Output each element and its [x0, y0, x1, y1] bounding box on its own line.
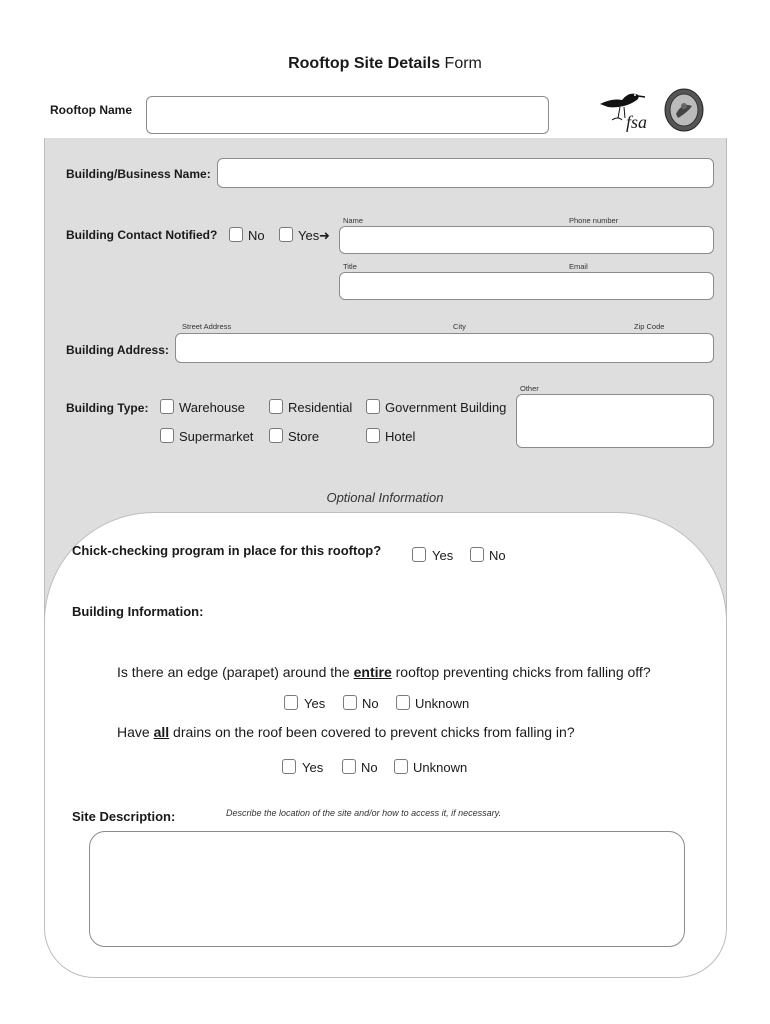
contact-no-label: No: [248, 228, 265, 243]
parapet-no-checkbox[interactable]: [343, 695, 357, 710]
parapet-no-label: No: [362, 696, 379, 711]
drains-question: Have all drains on the roof been covered to prevent chicks from falling in?: [117, 724, 575, 740]
rooftop-name-label: Rooftop Name: [50, 103, 132, 117]
type-residential-checkbox[interactable]: [269, 399, 283, 414]
drains-no-label: No: [361, 760, 378, 775]
type-warehouse-checkbox[interactable]: [160, 399, 174, 414]
contact-no-checkbox[interactable]: [229, 227, 243, 242]
title-caption: Title: [343, 262, 357, 271]
seal-logo: [664, 88, 704, 132]
type-store-checkbox[interactable]: [269, 428, 283, 443]
zip-caption: Zip Code: [634, 322, 665, 331]
type-supermarket-label: Supermarket: [179, 429, 254, 444]
type-warehouse-label: Warehouse: [179, 400, 245, 415]
type-government-label: Government Building: [385, 400, 507, 415]
site-description-textarea[interactable]: [89, 831, 685, 947]
contact-title-email-input[interactable]: [339, 272, 714, 300]
type-government-checkbox[interactable]: [366, 399, 380, 414]
fsa-logo-text: fsa: [626, 112, 648, 132]
site-description-hint: Describe the location of the site and/or how to access it, if necessary.: [226, 808, 501, 818]
chick-no-label: No: [489, 548, 506, 563]
parapet-yes-checkbox[interactable]: [284, 695, 298, 710]
building-address-label: Building Address:: [66, 343, 169, 357]
building-info-label: Building Information:: [72, 604, 204, 619]
type-hotel-label: Hotel: [385, 429, 416, 444]
drains-unknown-label: Unknown: [413, 760, 468, 775]
drains-yes-checkbox[interactable]: [282, 759, 296, 774]
arrow-right-icon: ➜: [319, 228, 330, 243]
phone-caption: Phone number: [569, 216, 619, 225]
building-type-label: Building Type:: [66, 401, 149, 415]
contact-yes-checkbox[interactable]: [279, 227, 293, 242]
type-supermarket-checkbox[interactable]: [160, 428, 174, 443]
type-store-label: Store: [288, 429, 320, 444]
site-description-label: Site Description:: [72, 809, 176, 824]
drains-unknown-checkbox[interactable]: [394, 759, 408, 774]
street-caption: Street Address: [182, 322, 232, 331]
drains-no-checkbox[interactable]: [342, 759, 356, 774]
parapet-unknown-label: Unknown: [415, 696, 470, 711]
contact-name-phone-input[interactable]: [339, 226, 714, 254]
parapet-question: Is there an edge (parapet) around the entire rooftop preventing chicks from falling off?: [117, 664, 651, 680]
type-residential-label: Residential: [288, 400, 353, 415]
chick-checking-question: Chick-checking program in place for this rooftop?: [72, 543, 382, 558]
page-title: Rooftop Site Details Form: [288, 55, 482, 72]
parapet-yes-label: Yes: [304, 696, 326, 711]
contact-yes-label: Yes: [298, 228, 320, 243]
contact-notified-label: Building Contact Notified?: [66, 228, 218, 242]
chick-yes-label: Yes: [432, 548, 454, 563]
rooftop-name-input[interactable]: [146, 96, 549, 134]
chick-yes-checkbox[interactable]: [412, 547, 426, 562]
city-caption: City: [453, 322, 466, 331]
building-name-input[interactable]: [217, 158, 714, 188]
building-name-label: Building/Business Name:: [66, 167, 211, 181]
bird-logo: [598, 86, 656, 132]
type-hotel-checkbox[interactable]: [366, 428, 380, 443]
name-caption: Name: [343, 216, 364, 225]
chick-no-checkbox[interactable]: [470, 547, 484, 562]
other-caption: Other: [520, 384, 539, 393]
optional-info-heading: Optional Information: [326, 490, 444, 505]
type-other-input[interactable]: [516, 394, 714, 448]
email-caption: Email: [569, 262, 588, 271]
parapet-unknown-checkbox[interactable]: [396, 695, 410, 710]
building-address-input[interactable]: [175, 333, 714, 363]
drains-yes-label: Yes: [302, 760, 324, 775]
